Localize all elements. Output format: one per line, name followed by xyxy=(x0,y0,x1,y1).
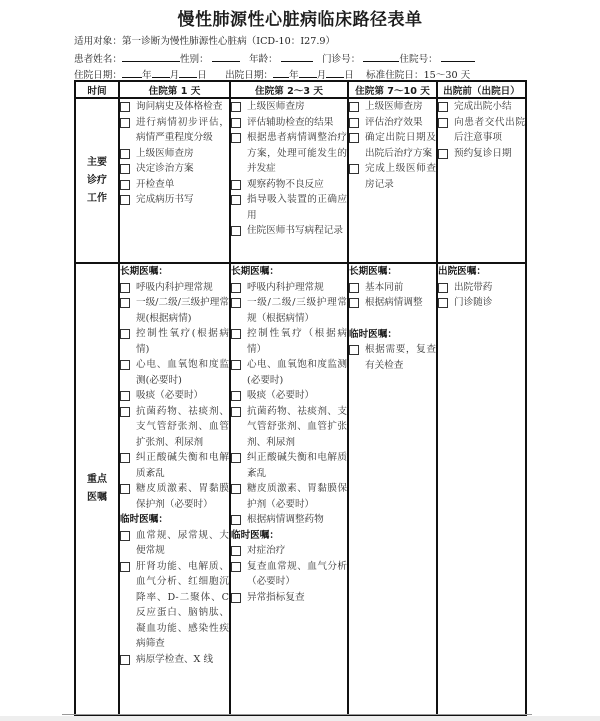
admit-date-label: 住院日期： xyxy=(74,70,122,81)
checkbox-icon[interactable] xyxy=(349,298,359,308)
day-label: 日 xyxy=(197,70,207,81)
checklist-item-text: 根据患者病情调整治疗方案，处理可能发生的并发症 xyxy=(247,132,347,174)
checklist-item-text: 完成出院小结 xyxy=(454,101,512,112)
name-field[interactable] xyxy=(122,51,180,62)
checklist-item xyxy=(231,115,347,131)
checkbox-icon[interactable] xyxy=(120,149,130,159)
checklist-item-text: 控制性氧疗（根据病情） xyxy=(247,328,347,355)
checklist-item-text: 上级医师查房 xyxy=(247,101,305,112)
checklist-item-text: 异常指标复查 xyxy=(247,591,305,603)
checkbox-icon[interactable] xyxy=(120,391,130,401)
checklist-item-text: 根据病情调整 xyxy=(365,297,423,308)
order-group-heading: 长期医嘱： xyxy=(120,266,168,277)
checklist-item-text: 抗菌药物、祛痰剂、支气管舒张剂、血管扩张剂、利尿剂 xyxy=(136,405,229,448)
checklist-item xyxy=(120,192,229,208)
checkbox-icon[interactable] xyxy=(438,283,448,293)
admit-month-field[interactable] xyxy=(152,67,170,78)
checklist-item xyxy=(120,559,229,652)
checkbox-icon[interactable] xyxy=(120,484,130,494)
checklist-item-text: 心电、血氧饱和度监测(必要时) xyxy=(247,359,347,386)
checklist-item-text: 向患者交代出院后注意事项 xyxy=(454,116,525,143)
checkbox-icon[interactable] xyxy=(231,118,241,128)
table-header-row xyxy=(75,81,526,98)
checkbox-icon[interactable] xyxy=(120,164,130,174)
checklist-item-text: 对症治疗 xyxy=(247,545,286,556)
checkbox-icon[interactable] xyxy=(349,102,359,112)
checklist-item xyxy=(120,481,229,512)
checkbox-icon[interactable] xyxy=(349,283,359,293)
checklist-item-text: 控制性氧疗(根据病情) xyxy=(136,328,229,355)
checklist-item-text: 住院医师书写病程记录 xyxy=(247,225,343,236)
checklist-item xyxy=(231,177,347,193)
outpatient-field[interactable] xyxy=(363,51,399,62)
order-group-heading: 长期医嘱： xyxy=(349,266,397,277)
row-label-line: 主要 xyxy=(87,156,107,168)
checklist-item-text: 上级医师查房 xyxy=(136,147,194,159)
order-group-heading: 临时医嘱： xyxy=(231,529,279,541)
checklist-item xyxy=(231,99,347,115)
header-day7-10: 住院第 7～10 天 xyxy=(348,81,437,98)
day-label: 日 xyxy=(344,70,354,81)
checkbox-icon[interactable] xyxy=(231,391,241,401)
row-label-line: 工作 xyxy=(87,192,107,204)
checklist-item-text: 糖皮质激素、胃黏膜保护剂（必要时） xyxy=(247,483,347,510)
checklist-item xyxy=(120,161,229,177)
header-discharge: 出院前（出院日） xyxy=(437,81,526,98)
checkbox-icon[interactable] xyxy=(231,360,241,370)
checklist-item xyxy=(438,146,525,162)
checkbox-icon[interactable] xyxy=(349,164,359,174)
checklist-item-text: 决定诊治方案 xyxy=(136,163,194,174)
checklist-item-text: 上级医师查房 xyxy=(365,101,423,112)
row-main-work xyxy=(75,98,526,263)
row-label-key-orders xyxy=(75,263,119,715)
checklist-item-text: 进行病情初步评估，病情严重程度分级 xyxy=(136,116,229,143)
checkbox-icon[interactable] xyxy=(438,118,448,128)
discharge-day-field[interactable] xyxy=(326,67,344,78)
sex-field[interactable] xyxy=(212,51,240,62)
checklist-item xyxy=(120,652,229,668)
checklist-item-text: 心电、血氧饱和度监测(必要时) xyxy=(136,359,229,386)
checklist-item-text: 门诊随诊 xyxy=(454,297,493,308)
cell-orders-day2-3 xyxy=(230,263,348,715)
checkbox-icon[interactable] xyxy=(231,298,241,308)
checkbox-icon[interactable] xyxy=(231,102,241,112)
admit-year-field[interactable] xyxy=(122,67,142,78)
checklist-item-text: 询问病史及体格检查 xyxy=(136,101,223,112)
checklist-item xyxy=(120,177,229,193)
admit-day-field[interactable] xyxy=(179,67,197,78)
checkbox-icon[interactable] xyxy=(231,515,241,525)
header-time: 时间 xyxy=(75,81,119,98)
checklist-item xyxy=(231,357,347,388)
cell-main-work-day1 xyxy=(119,98,230,263)
checklist-item-text: 呼吸内科护理常规 xyxy=(247,281,324,293)
discharge-month-field[interactable] xyxy=(299,67,317,78)
checkbox-icon[interactable] xyxy=(120,118,130,128)
checklist-item xyxy=(231,280,347,296)
checklist-item-text: 完成病历书写 xyxy=(136,194,194,205)
checklist-item-text: 一级/二级/三级护理常规(根据病情) xyxy=(136,297,229,324)
checkbox-icon[interactable] xyxy=(120,453,130,463)
checklist-item xyxy=(438,295,525,311)
row-label-line: 医嘱 xyxy=(87,492,107,503)
checkbox-icon[interactable] xyxy=(120,102,130,112)
row-label-main-work xyxy=(75,98,119,263)
order-group-heading: 长期医嘱： xyxy=(231,266,279,277)
checklist-item-text: 确定出院日期及出院后治疗方案 xyxy=(365,132,436,159)
row-label-line: 诊疗 xyxy=(87,174,107,186)
checkbox-icon[interactable] xyxy=(231,283,241,293)
checkbox-icon[interactable] xyxy=(349,118,359,128)
checklist-item-text: 复查血常规、血气分析（必要时） xyxy=(247,560,347,587)
age-field[interactable] xyxy=(281,51,313,62)
discharge-date-label: 出院日期： xyxy=(225,70,274,81)
checklist-item xyxy=(120,146,229,162)
checklist-item xyxy=(349,130,436,161)
checklist-item-text: 纠正酸碱失衡和电解质紊乱 xyxy=(136,452,229,479)
cell-main-work-day2-3 xyxy=(230,98,348,263)
checklist-item xyxy=(231,326,347,357)
checklist-item-text: 吸痰（必要时） xyxy=(247,390,315,401)
checkbox-icon[interactable] xyxy=(120,329,130,339)
checklist-item-text: 肝肾功能、电解质、血气分析、红细胞沉降率、D-二聚体、C反应蛋白、脑钠肽、凝血功能、感染性疾病筛查 xyxy=(136,560,229,649)
checklist-item xyxy=(231,590,347,606)
checklist-item xyxy=(231,388,347,404)
document-title: 慢性肺源性心脏病临床路径表单 xyxy=(177,10,423,30)
checklist-item xyxy=(231,450,347,481)
checkbox-icon[interactable] xyxy=(120,283,130,293)
checkbox-icon[interactable] xyxy=(231,484,241,494)
checkbox-icon[interactable] xyxy=(231,133,241,143)
checkbox-icon[interactable] xyxy=(120,180,130,190)
cell-orders-day7-10 xyxy=(348,263,437,715)
checkbox-icon[interactable] xyxy=(120,298,130,308)
checklist-item-text: 指导吸入装置的正确应用 xyxy=(247,194,347,221)
header-day1: 住院第 1 天 xyxy=(119,81,230,98)
sex-label: 性别： xyxy=(179,54,209,65)
checklist-item xyxy=(231,295,347,326)
checklist-item xyxy=(120,326,229,357)
checklist-item xyxy=(120,115,229,146)
order-group-heading: 临时医嘱： xyxy=(349,328,397,340)
checkbox-icon[interactable] xyxy=(438,298,448,308)
checklist-item xyxy=(120,528,229,559)
checklist-item-text: 开检查单 xyxy=(136,178,175,190)
checklist-item-text: 出院带药 xyxy=(454,281,493,293)
checkbox-icon[interactable] xyxy=(231,546,241,556)
checklist-item xyxy=(438,280,525,296)
checklist-item-text: 血常规、尿常规、大便常规 xyxy=(136,529,229,556)
checklist-item-text: 呼吸内科护理常规 xyxy=(136,281,213,293)
checklist-item-text: 吸痰（必要时） xyxy=(136,390,204,401)
checkbox-icon[interactable] xyxy=(120,360,130,370)
inpatient-label: 住院号： xyxy=(399,54,438,65)
checklist-item-text: 评估辅助检查的结果 xyxy=(247,116,334,128)
checklist-item xyxy=(231,559,347,590)
page-edge-line xyxy=(62,714,532,715)
inpatient-field[interactable] xyxy=(441,51,475,62)
cell-main-work-day7-10 xyxy=(348,98,437,263)
checklist-item xyxy=(349,161,436,192)
checklist-item xyxy=(349,342,436,373)
age-label: 年龄： xyxy=(248,54,278,65)
checkbox-icon[interactable] xyxy=(349,133,359,143)
checklist-item-text: 根据需要，复查有关检查 xyxy=(365,344,436,371)
cell-main-work-discharge xyxy=(437,98,526,263)
checkbox-icon[interactable] xyxy=(349,345,359,355)
checkbox-icon[interactable] xyxy=(231,329,241,339)
year-label: 年 xyxy=(289,70,299,81)
spacer xyxy=(349,311,436,327)
checklist-item xyxy=(120,357,229,388)
checklist-item-text: 观察药物不良反应 xyxy=(247,178,324,190)
patient-info-line xyxy=(74,51,475,65)
checkbox-icon[interactable] xyxy=(231,180,241,190)
checklist-item-text: 评估治疗效果 xyxy=(365,116,423,128)
checkbox-icon[interactable] xyxy=(231,593,241,603)
checkbox-icon[interactable] xyxy=(231,226,241,236)
cell-orders-discharge xyxy=(437,263,526,715)
checklist-item xyxy=(349,280,436,296)
checkbox-icon[interactable] xyxy=(120,655,130,665)
order-group-heading: 出院医嘱： xyxy=(438,266,486,277)
checklist-item xyxy=(349,295,436,311)
checklist-item xyxy=(438,115,525,146)
checkbox-icon[interactable] xyxy=(120,407,130,417)
checklist-item xyxy=(231,130,347,177)
checklist-item xyxy=(120,388,229,404)
checkbox-icon[interactable] xyxy=(231,562,241,572)
row-label-line: 重点 xyxy=(87,474,107,485)
checkbox-icon[interactable] xyxy=(120,195,130,205)
checklist-item-text: 纠正酸碱失衡和电解质紊乱 xyxy=(247,452,347,479)
checklist-item xyxy=(120,99,229,115)
cell-orders-day1 xyxy=(119,263,230,715)
checklist-item-text: 预约复诊日期 xyxy=(454,147,512,159)
checkbox-icon[interactable] xyxy=(231,195,241,205)
checklist-item xyxy=(120,404,229,451)
discharge-year-field[interactable] xyxy=(273,67,289,78)
checkbox-icon[interactable] xyxy=(231,407,241,417)
checklist-item xyxy=(349,115,436,131)
checklist-item xyxy=(231,543,347,559)
year-label: 年 xyxy=(141,70,152,81)
checkbox-icon[interactable] xyxy=(438,149,448,159)
month-label: 月 xyxy=(169,70,180,81)
standard-stay: 标准住院日：15～30 天 xyxy=(366,70,471,81)
applicable-scope: 适用对象：第一诊断为慢性肺源性心脏病（ICD-10：I27.9） xyxy=(74,36,336,47)
outpatient-label: 门诊号： xyxy=(321,54,361,65)
checklist-item-text: 抗菌药物、祛痰剂、支气管舒张剂、血管扩张剂、利尿剂 xyxy=(247,405,347,448)
checklist-item-text: 一级/二级/三级护理常规（根据病情） xyxy=(247,297,347,324)
checklist-item xyxy=(349,99,436,115)
row-key-orders xyxy=(75,263,526,715)
header-day2-3: 住院第 2～3 天 xyxy=(230,81,348,98)
checklist-item-text: 完成上级医师查房记录 xyxy=(365,163,436,190)
checklist-item-text: 病原学检查、X 线 xyxy=(136,653,214,665)
checklist-item xyxy=(120,280,229,296)
checkbox-icon[interactable] xyxy=(120,562,130,572)
checklist-item xyxy=(231,512,347,528)
checkbox-icon[interactable] xyxy=(231,453,241,463)
checklist-item xyxy=(120,295,229,326)
checklist-item xyxy=(231,404,347,451)
checklist-item xyxy=(231,192,347,223)
checklist-item xyxy=(438,99,525,115)
checklist-item-text: 根据病情调整药物 xyxy=(247,514,324,525)
name-label: 患者姓名： xyxy=(74,54,122,65)
checklist-item-text: 糖皮质激素、胃黏膜保护剂（必要时） xyxy=(136,483,229,510)
checklist-item xyxy=(231,223,347,239)
month-label: 月 xyxy=(316,70,327,81)
checkbox-icon[interactable] xyxy=(120,531,130,541)
order-group-heading: 临时医嘱： xyxy=(120,514,168,525)
clinical-pathway-table xyxy=(74,80,527,716)
page-bottom-shadow xyxy=(0,716,600,721)
checklist-item xyxy=(231,481,347,512)
checklist-item-text: 基本同前 xyxy=(365,281,404,293)
checkbox-icon[interactable] xyxy=(438,102,448,112)
date-info-line xyxy=(74,67,470,81)
checklist-item xyxy=(120,450,229,481)
